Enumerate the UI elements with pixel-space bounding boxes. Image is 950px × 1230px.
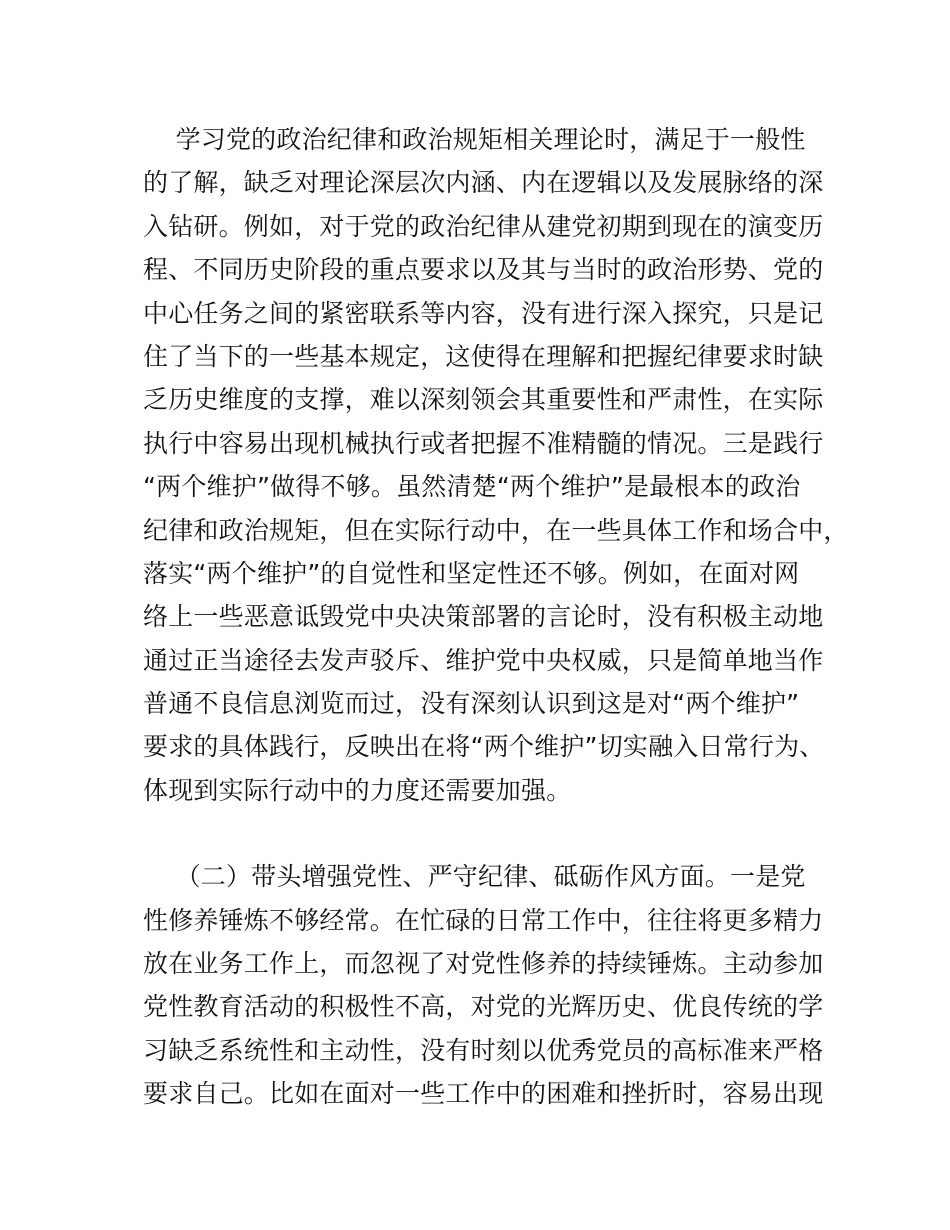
text-line: 党性教育活动的积极性不高，对党的光辉历史、优良传统的学 <box>143 992 824 1022</box>
text-line: 入钻研。例如，对于党的政治纪律从建党初期到现在的演变历 <box>143 211 824 241</box>
text-line: 体现到实际行动中的力度还需要加强。 <box>143 775 572 805</box>
text-line: 住了当下的一些基本规定，这使得在理解和把握纪律要求时缺 <box>143 341 824 371</box>
text-line: 要求自己。比如在面对一些工作中的困难和挫折时，容易出现 <box>143 1079 824 1109</box>
text-line: 纪律和政治规矩，但在实际行动中，在一些具体工作和场合中， <box>143 515 849 545</box>
text-line: 通过正当途径去发声驳斥、维护党中央权威，只是简单地当作 <box>143 645 824 675</box>
text-line: 普通不良信息浏览而过，没有深刻认识到这是对“两个维护” <box>143 689 800 719</box>
text-line: 放在业务工作上，而忽视了对党性修养的持续锤炼。主动参加 <box>143 949 824 979</box>
text-line: 性修养锤炼不够经常。在忙碌的日常工作中，往往将更多精力 <box>143 905 824 935</box>
text-line: “两个维护”做得不够。虽然清楚“两个维护”是最根本的政治 <box>143 472 801 502</box>
text-line: （二）带头增强党性、严守纪律、砥砺作风方面。一是党 <box>143 862 806 892</box>
paragraph-party-spirit <box>143 855 833 1115</box>
text-line: 要求的具体践行，反映出在将“两个维护”切实融入日常行为、 <box>143 732 825 762</box>
text-line: 乏历史维度的支撑，难以深刻领会其重要性和严肃性，在实际 <box>143 385 824 415</box>
text-line: 程、不同历史阶段的重点要求以及其与当时的政治形势、党的 <box>143 255 824 285</box>
text-line: 的了解，缺乏对理论深层次内涵、内在逻辑以及发展脉络的深 <box>143 168 824 198</box>
document-body <box>143 118 849 1116</box>
text-line: 习缺乏系统性和主动性，没有时刻以优秀党员的高标准来严格 <box>143 1035 824 1065</box>
paragraph-spacer <box>143 812 833 855</box>
text-line: 中心任务之间的紧密联系等内容，没有进行深入探究，只是记 <box>143 298 824 328</box>
text-line: 络上一些恶意诋毁党中央决策部署的言论时，没有积极主动地 <box>143 602 824 632</box>
text-line: 学习党的政治纪律和政治规矩相关理论时，满足于一般性 <box>143 125 806 154</box>
text-line: 执行中容易出现机械执行或者把握不准精髓的情况。三是践行 <box>143 428 824 458</box>
text-line: 落实“两个维护”的自觉性和坚定性还不够。例如，在面对网 <box>143 558 800 588</box>
paragraph-political-discipline <box>143 118 849 812</box>
